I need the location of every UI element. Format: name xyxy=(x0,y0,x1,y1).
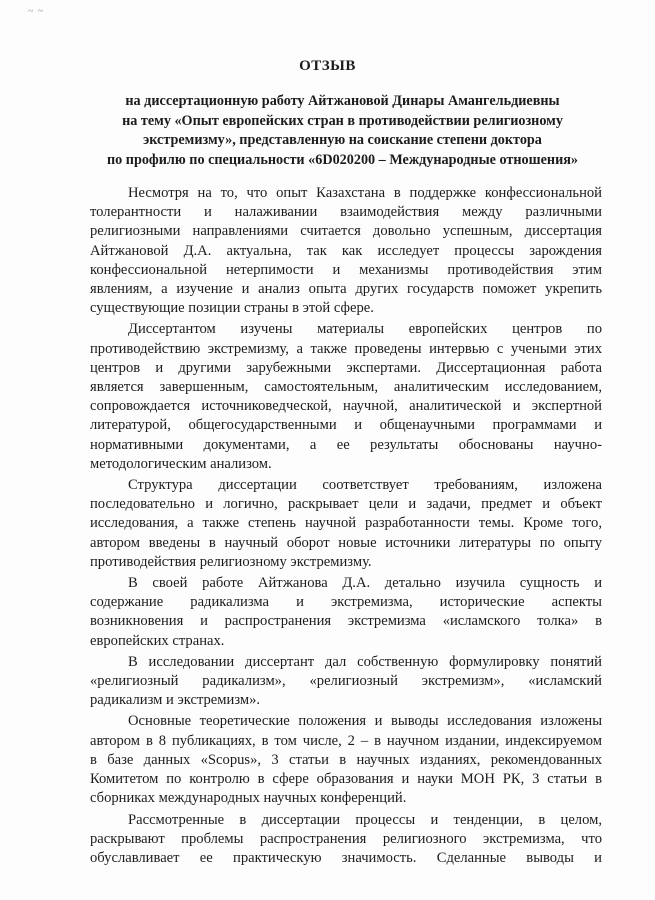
paragraph-line: обуславливает ее практическую значимость. Сделанные выводы и xyxy=(90,849,602,866)
paragraph-line: сопровождается источниковедческой, научной, аналитической и экспертной xyxy=(90,398,602,415)
paragraph-line: сборниках международных научных конференций. xyxy=(90,790,407,807)
paragraph-line: содержание радикализма и экстремизма, исторические аспекты xyxy=(90,594,602,611)
paragraph-line: религиозными направлениями считается довольно успешным, диссертация xyxy=(90,223,602,240)
subtitle-line: по профилю по специальности «6D020200 – Международные отношения» xyxy=(106,151,579,168)
paragraph-line: существующие позиции страны в этой сфере. xyxy=(90,300,374,317)
paragraph-line: раскрывают проблемы распространения религиозного экстремизма, что xyxy=(90,830,602,847)
paragraph-line: исследования, а также степень научной разработанности темы. Кроме того, xyxy=(90,515,602,532)
document-subtitle xyxy=(70,92,615,170)
paragraph-line: Комитетом по контролю в сфере образования и науки МОН РК, 3 статьи в xyxy=(90,771,602,788)
paragraph-line: В исследовании диссертант дал собственную формулировку понятий xyxy=(128,653,602,670)
paragraph-line: центров и другими зарубежными экспертами. Диссертационная работа xyxy=(90,359,602,376)
subtitle-line: на диссертационную работу Айтжановой Динары Амангельдиевны xyxy=(125,93,560,109)
paragraph-line: возникновения и распространения экстремизма «исламского толка» в xyxy=(90,613,602,630)
paragraph-line: В своей работе Айтжанова Д.А. детально изучила сущность и xyxy=(128,575,602,592)
paragraph-line: методологическим анализом. xyxy=(90,455,272,472)
paragraph-line: «религиозный радикализм», «религиозный экстремизм», «исламский xyxy=(90,673,602,690)
body-paragraph xyxy=(90,811,602,869)
paragraph-line: последовательно и логично, раскрывает цели и задачи, предмет и объект xyxy=(90,496,602,513)
paragraph-line: Диссертантом изучены материалы европейских центров по xyxy=(128,321,602,338)
paragraph-line: является завершенным, самостоятельным, аналитическим исследованием, xyxy=(90,379,602,396)
paragraph-line: толерантности и налаживании взаимодействия между различными xyxy=(90,204,602,221)
paragraph-line: явлениям, а изучение и анализ опыта других государств поможет укрепить xyxy=(90,281,602,298)
body-paragraph xyxy=(90,574,602,651)
paragraph-line: противодействия религиозному экстремизму. xyxy=(90,553,372,570)
paragraph-line: автором введены в научный оборот новые источники литературы по опыту xyxy=(90,534,602,551)
paragraph-line: нормативными документами, а ее результаты обоснованы научно- xyxy=(90,436,602,453)
subtitle-line: на тему «Опыт европейских стран в противодействии религиозному xyxy=(122,112,563,129)
paragraph-line: в базе данных «Scopus», 3 статьи в научных изданиях, рекомендованных xyxy=(90,751,602,768)
paragraph-line: конфессиональной нетерпимости и механизмы противодействия этим xyxy=(90,261,602,278)
paragraph-line: Структура диссертации соответствует требованиям, изложена xyxy=(128,477,602,494)
body-paragraph xyxy=(90,653,602,711)
body-paragraph xyxy=(90,712,602,808)
body-paragraph xyxy=(90,320,602,474)
paragraph-line: Айтжановой Д.А. актуальна, так как исследует процессы зарождения xyxy=(90,242,602,259)
paragraph-line: европейских странах. xyxy=(90,632,225,649)
paragraph-line: литературой, общегосударственными и общенаучными программами и xyxy=(90,417,602,434)
body-paragraph xyxy=(90,476,602,572)
paragraph-line: Рассмотренные в диссертации процессы и тенденции, в целом, xyxy=(128,811,602,828)
subtitle-line: экстремизму», представленную на соискание степени доктора xyxy=(143,132,542,148)
document-body xyxy=(90,184,602,870)
paragraph-line: Несмотря на то, что опыт Казахстана в поддержке конфессиональной xyxy=(128,185,602,201)
paragraph-line: радикализм и экстремизм». xyxy=(90,692,261,709)
scan-artifact: ~ ~ xyxy=(28,6,45,17)
paragraph-line: противодействию экстремизму, а также проведены интервью с учеными этих xyxy=(90,340,602,357)
paragraph-line: Основные теоретические положения и выводы исследования изложены xyxy=(128,713,602,730)
document-title: ОТЗЫВ xyxy=(299,58,356,74)
paragraph-line: автором в 8 публикациях, в том числе, 2 – в научном издании, индексируемом xyxy=(90,732,602,749)
body-paragraph xyxy=(90,184,602,318)
